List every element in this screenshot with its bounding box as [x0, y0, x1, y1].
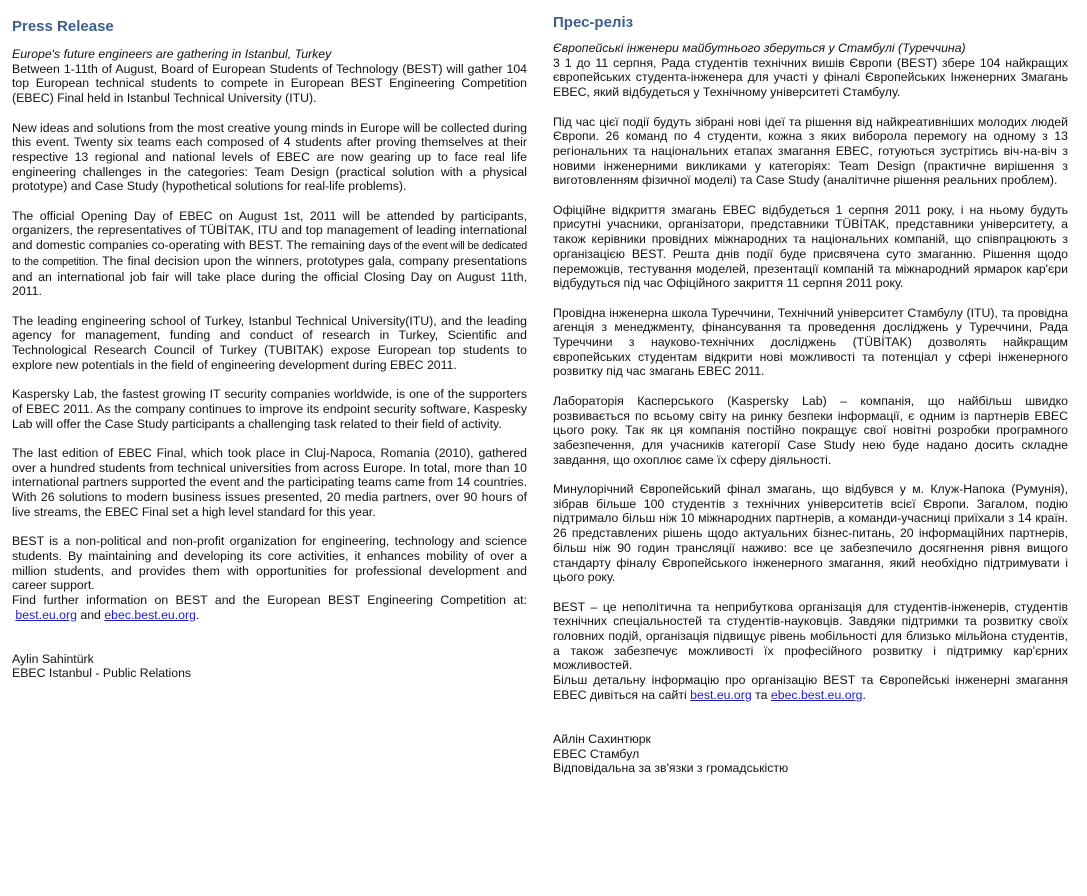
ukrainian-further-info: Більш детальну інформацію про організацію BEST та Європейські інженерні змагання EBEC дивіться на сайті best.eu.org та ebec.best.eu.org. [553, 673, 1068, 702]
ebec-link[interactable]: ebec.best.eu.org [104, 607, 196, 622]
english-paragraph-6: The last edition of EBEC Final, which took place in Cluj-Napoca, Romania (2010), gathered over a hundred students from technical universities from across Europe. In total, more than 10 international partners supported the event and the participating teams came from 14 countries. With 26 solutions to modern business issues presented, 20 media partners, over 90 hours of live streams, the EBEC Final set a high level standard for this year. [12, 445, 527, 519]
ukrainian-signature-org: EBEC Стамбул [553, 746, 640, 761]
ukrainian-paragraph-6: Минулорічний Європейський фінал змагань, що відбувся у м. Клуж-Напока (Румунія), зібрав більше 100 студентів з технічних університетів всієї Європи. Загалом, подію підтримало більш ніж 10 міжнародних партнерів, а команди-учасниці приїхали з 14 країн. 26 представлених рішень щодо актуальних бізнес-питань, 20 інформаційних партнерів, більш ніж 90 годин трансляції наживо: все це забезпечило досягнення рівня вищого стандарту фіналу Європейського інженерного змагання, який необхідно підтримувати і цього року. [553, 482, 1068, 585]
english-body [12, 47, 527, 681]
press-release-title-ua: Прес-реліз [553, 14, 634, 31]
ukrainian-signature-name: Айлін Сахинтюрк [553, 731, 651, 746]
ukrainian-body [553, 41, 1068, 776]
ukrainian-paragraph-7: BEST – це неполітична та неприбуткова організація для студентів-інженерів, студентів технічних спеціальностей та студентів-науковців. Завдяки підтримки та розвитку своїх головних подій, організація підвищує рівень мобільності для близько мільйона студентів, а також забезпечує можливості їх професійного розвитку і підтримку кар'єрних можливостей. [553, 599, 1068, 673]
ukrainian-paragraph-1: 3 1 до 11 серпня, Рада студентів технічних вишів Європи (BEST) збере 104 найкращих європейських студента-інженера для участі у фіналі Європейських Інженерних Змагань EBEC, який відбудеться у Технічному університеті Стамбулу. [553, 55, 1068, 100]
ukrainian-paragraph-4: Провідна інженерна школа Туреччини, Технічний університет Стамбулу (ITU), та провідна агенція з менеджменту, фінансування та проведення досліджень у Туреччини, Рада Туреччини з науково-технічних досліджень (TÜBİTAK) дозволять найкращим європейських студентам відкрити нові можливості та потенціал у сфері інженерного розвитку під час змагань EBEC 2011. [553, 305, 1068, 379]
english-paragraph-5: Kaspersky Lab, the fastest growing IT security companies worldwide, is one of the supporters of EBEC 2011. As the company continues to improve its endpoint security software, Kaspesky Lab will offer the Case Study participants a challenging task related to their field of activity. [12, 387, 527, 431]
english-paragraph-3: The official Opening Day of EBEC on August 1st, 2011 will be attended by participants, organizers, the representatives of TÜBİTAK, ITU and top management of leading international and domestic companies co-operating with BEST. The remaining days of the event will be dedicated to the competition. The final decision upon the winners, prototypes gala, company presentations and an international job fair will take place during the official Closing Day on August 11th, 2011. [12, 208, 528, 299]
english-subtitle: Europe's future engineers are gathering in Istanbul, Turkey [12, 47, 332, 61]
english-signature-role: EBEC Istanbul - Public Relations [12, 666, 192, 681]
ukrainian-paragraph-5: Лабораторія Касперського (Kaspersky Lab) – компанія, що найбільш швидко розвивається по всьому світу на ринку безпеки інформації, є одним із партнерів EBEC цього року. Так як ця компанія постійно покращує свої новітні розробки програмного забезпечення, для учасників категорії Case Study нею буде надано досить складне завдання, що охоплює саме їх сферу діяльності. [553, 393, 1068, 467]
best-link[interactable]: best.eu.org [15, 607, 77, 622]
ebec-link-ua[interactable]: ebec.best.eu.org [770, 687, 863, 702]
english-signature-name: Aylin Sahintürk [12, 651, 94, 666]
english-paragraph-2: New ideas and solutions from the most creative young minds in Europe will be collected during this event. Twenty six teams each composed of 4 students after proving themselves at their respective 13 regional and national levels of EBEC are now gearing up to face real life engineering challenges in the categories: Team Design (practical solution with a physical prototype) and Case Study (hypothetical solutions for real-life problems). [12, 120, 527, 194]
english-paragraph-1: Between 1-11th of August, Board of European Students of Technology (BEST) will gather 104 top European technical students to compete in European BEST Engineering Competition (EBEC) Final held in Istanbul Technical University (ITU). [12, 61, 527, 106]
ukrainian-subtitle: Європейські інженери майбутнього зберуться у Стамбулі (Туреччина) [553, 41, 966, 55]
ukrainian-column [553, 0, 1068, 776]
best-link-ua[interactable]: best.eu.org [690, 687, 752, 702]
english-further-info: Find further information on BEST and the European BEST Engineering Competition at: best.eu.org and ebec.best.eu.org. [12, 592, 527, 622]
press-release-title: Press Release [12, 18, 114, 35]
english-column [12, 0, 527, 681]
ukrainian-signature-role: Відповідальна за зв'язки з громадськістю [553, 761, 789, 776]
english-paragraph-4: The leading engineering school of Turkey, Istanbul Technical University(ITU), and the leading agency for management, funding and conduct of research in Turkey, Scientific and Technological Research Council of Turkey (TUBITAK) expose European top students to explore new potentials in the field of engineering development during EBEC 2011. [12, 313, 527, 372]
ukrainian-paragraph-3: Офіційне відкриття змагань EBEC відбудеться 1 серпня 2011 року, і на ньому будуть присутні учасники, організатори, представники TÜBİTAK, представники університету, а також керівники провідних міжнародних та національних компаній, що співпрацюють з організацією BEST. Решта днів події буде присвячена суто змаганню. Рішення щодо переможців, тестування моделей, презентації компаній та міжнародний ярмарок кар'єри відбудуться під час Офіційного закриття 11 серпня 2011 року. [553, 202, 1068, 291]
english-paragraph-7: BEST is a non-political and non-profit organization for engineering, technology and science students. By maintaining and developing its core activities, it enhances mobility of over a million students, and provides them with opportunities for professional development and career support. [12, 534, 527, 593]
ukrainian-paragraph-2: Під час цієї події будуть зібрані нові ідеї та рішення від найкреативніших молодих людей Європи. 26 команд по 4 студенти, кожна з яких виборола перемогу на одному з 13 регіональних та національних етапах змагання EBEC, готуються зустрітись віч-на-віч з новими інженерними викликами у категоріях: Team Design (практичне вирішення з виготовленням фізичної моделі) та Case Study (аналітичне рішення реальних проблем). [553, 114, 1068, 188]
